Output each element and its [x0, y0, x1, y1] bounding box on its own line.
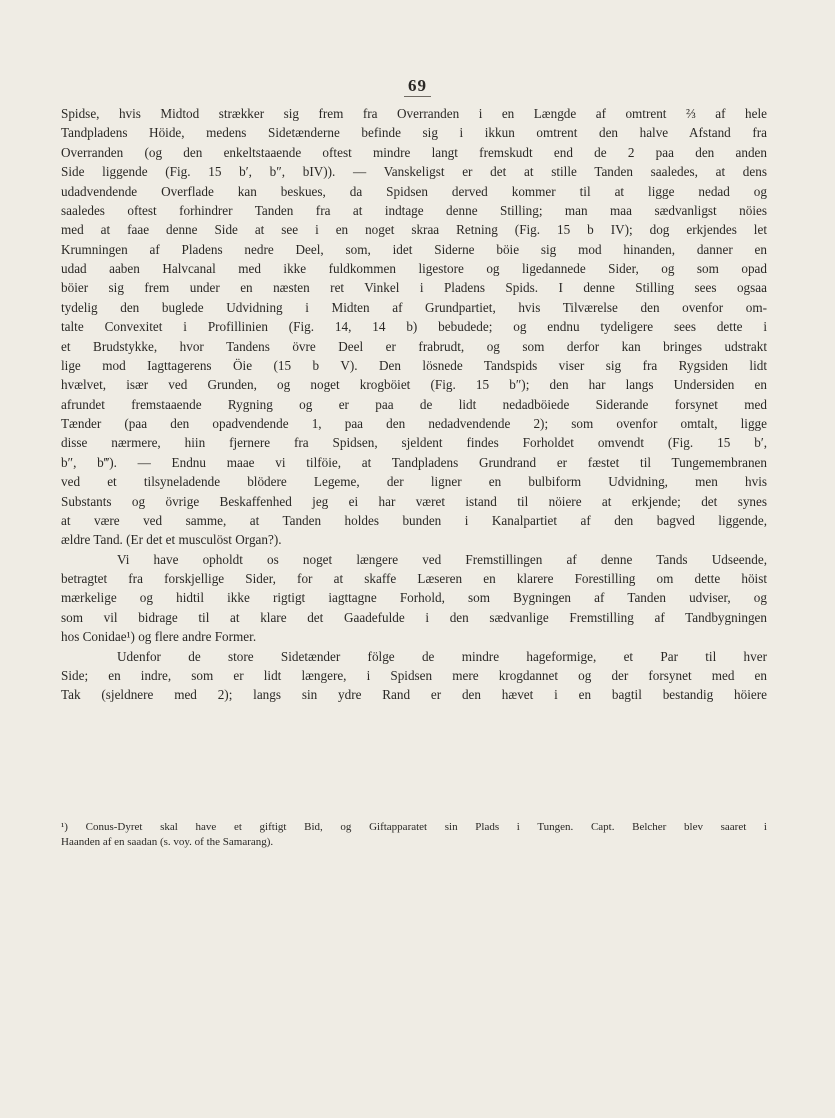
body-text — [61, 104, 767, 705]
text-line: b″, b‴). — Endnu maae vi tilföie, at Tandpladens Grundrand er fæstet til Tungemembranen — [61, 454, 767, 470]
text-line: at være ved samme, at Tanden holdes bunden i Kanalpartiet af den bagved liggende, — [61, 512, 767, 528]
text-line: saaledes oftest forhindrer Tanden fra at indtage denne Stilling; man maa sædvanligst nöies — [61, 202, 767, 218]
text-line: Udenfor de store Sidetænder fölge de mindre hageformige, et Par til hver — [117, 648, 767, 664]
text-line: mærkelige og hidtil ikke rigtigt iagttagne Forhold, som Bygningen af Tanden udviser, og — [61, 590, 767, 606]
text-line: böier sig frem under en næsten ret Vinkel i Pladens Spids. I denne Stilling sees ogsaa — [61, 280, 767, 296]
text-line: Krumningen af Pladens nedre Deel, som, idet Siderne böie sig mod hinanden, danner en — [61, 241, 767, 257]
text-line: tydelig den buglede Udvidning i Midten af Grundpartiet, hvis Tilværelse den ovenfor om- — [61, 299, 767, 315]
text-line: udad aaben Halvcanal med ikke fuldkommen ligestore og ligedannede Sider, og som opad — [61, 261, 767, 276]
text-line: talte Convexitet i Profillinien (Fig. 14, 14 b) bebudede; og endnu tydeligere sees dette i — [61, 319, 767, 335]
text-line: Tak (sjeldnere med 2); langs sin ydre Rand er den hævet i en bagtil bestandig höiere — [61, 687, 767, 703]
text-line: med at faae denne Side at see i en noget skraa Retning (Fig. 15 b IV); dog erkjendes let — [61, 222, 767, 238]
text-line: disse nærmere, hiin fjernere fra Spidsen, sjeldent findes Forholdet omvendt (Fig. 15 b′, — [61, 435, 767, 451]
text-line: Side; en indre, som er lidt længere, i Spidsen mere krogdannet og der forsynet med en — [61, 667, 767, 683]
text-line: som vil bidrage til at klare det Gaadefulde i den sædvanlige Fremstilling af Tandbygningen — [61, 609, 767, 625]
text-line: betragtet fra forskjellige Sider, for at skaffe Læseren en klarere Forestilling om dette höist — [61, 571, 767, 586]
page-number — [0, 76, 835, 96]
text-line: Overranden (og den enkeltstaaende oftest mindre langt fremskudt end de 2 paa den anden — [61, 144, 767, 160]
footnote — [61, 820, 767, 850]
text-line: Tænder (paa den opadvendende 1, paa den nedadvendende 2); som ovenfor omtalt, ligge — [61, 416, 767, 431]
text-line: et Brudstykke, hvor Tandens övre Deel er frabrudt, og som derfor kan bringes udstrakt — [61, 338, 767, 354]
text-line: ældre Tand. (Er det et musculöst Organ?). — [61, 532, 282, 548]
text-line: hvælvet, især ved Grunden, og noget krogböiet (Fig. 15 b″); den har langs Undersiden en — [61, 377, 767, 393]
text-line: Tandpladens Höide, medens Sidetænderne befinde sig i ikkun omtrent den halve Afstand fra — [61, 125, 767, 141]
text-line: udadvendende Overflade kan beskues, da Spidsen derved kommer til at ligge nedad og — [61, 183, 767, 199]
text-line: Spidse, hvis Midtod strækker sig frem fra Overranden i en Længde af omtrent ⅔ af hele — [61, 106, 767, 121]
text-line: Side liggende (Fig. 15 b′, b″, bIV)). — Vanskeligst er det at stille Tanden saaledes, at dens — [61, 164, 767, 180]
text-line: Substants og övrige Beskaffenhed jeg ei har været istand til nöiere at erkjende; det synes — [61, 493, 767, 509]
text-line: hos Conidae¹) og flere andre Former. — [61, 629, 257, 645]
text-line: ved et tilsyneladende blödere Legeme, der ligner en bulbiform Udvidning, men hvis — [61, 474, 767, 490]
footnote-line: ¹) Conus-Dyret skal have et giftigt Bid, og Giftapparatet sin Plads i Tungen. Capt. Belcher blev saaret i — [61, 821, 767, 833]
text-line: lige mod Iagttagerens Öie (15 b V). Den lösnede Tandspids viser sig fra Rygsiden lidt — [61, 357, 767, 373]
footnote-line: Haanden af en saadan (s. voy. of the Samarang). — [61, 836, 274, 848]
text-line: afrundet fremstaaende Rygning og er paa de lidt nedadböiede Siderande forsynet med — [61, 396, 767, 412]
page-number-label: 69 — [404, 76, 431, 97]
text-line: Vi have opholdt os noget længere ved Fremstillingen af denne Tands Udseende, — [117, 551, 767, 567]
